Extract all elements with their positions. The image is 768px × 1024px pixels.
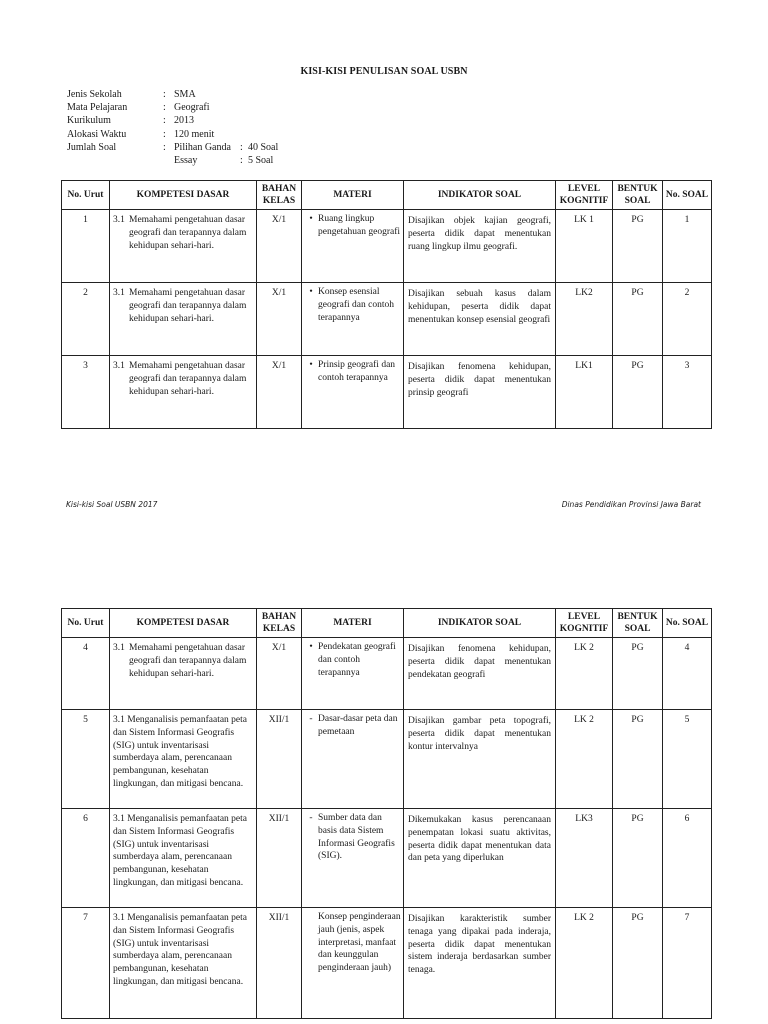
table-row xyxy=(62,809,712,908)
cell-no: 4 xyxy=(62,638,110,710)
kd-text: Menganalisis pemanfaatan peta dan Sistem Informasi Geografis (SIG) untuk inventarisasi sumberdaya alam, perencanaan pembangunan, kesehatan lingkungan, dan mitigasi bencana. xyxy=(113,715,248,789)
cell-bentuk: PG xyxy=(613,638,663,710)
header-kompetensi-dasar: KOMPETESI DASAR xyxy=(110,181,257,210)
cell-level: LK 2 xyxy=(556,710,613,809)
header-no-soal: No. SOAL xyxy=(663,181,712,210)
header-materi: MATERI xyxy=(302,181,404,210)
kd-number: 3.1 xyxy=(113,913,125,923)
cell-kompetensi-dasar xyxy=(110,710,257,809)
dash-marker: - xyxy=(309,714,313,724)
info-colon: : xyxy=(163,102,166,114)
info-colon: : xyxy=(163,141,166,153)
kd-number: 3.1 xyxy=(113,814,125,824)
header-no-soal: No. SOAL xyxy=(663,609,712,638)
essay-value: 5 Soal xyxy=(248,154,274,166)
header-indikator-soal: INDIKATOR SOAL xyxy=(404,609,556,638)
cell-materi xyxy=(302,356,404,429)
cell-kompetensi-dasar xyxy=(110,356,257,429)
info-jenis-sekolah xyxy=(67,88,278,101)
info-colon: : xyxy=(163,128,166,140)
info-value: 2013 xyxy=(174,115,194,127)
dash-marker: - xyxy=(309,813,313,823)
school-info xyxy=(67,88,278,167)
info-essay xyxy=(67,154,278,167)
cell-bentuk: PG xyxy=(613,908,663,1019)
info-label: Jenis Sekolah xyxy=(67,89,122,100)
cell-kompetensi-dasar xyxy=(110,283,257,356)
info-colon: : xyxy=(240,154,243,166)
cell-level: LK1 xyxy=(556,356,613,429)
header-materi: MATERI xyxy=(302,609,404,638)
cell-no-soal: 4 xyxy=(663,638,712,710)
cell-no: 6 xyxy=(62,809,110,908)
cell-bahan-kelas: XII/1 xyxy=(257,809,302,908)
kd-text: Memahami pengetahuan dasar geografi dan terapannya dalam kehidupan sehari-hari. xyxy=(129,288,247,324)
cell-no-soal: 5 xyxy=(663,710,712,809)
table-row xyxy=(62,283,712,356)
info-label: Alokasi Waktu xyxy=(67,128,127,140)
pg-label: Pilihan Ganda xyxy=(174,141,231,153)
cell-materi xyxy=(302,908,404,1019)
cell-bahan-kelas: XII/1 xyxy=(257,908,302,1019)
cell-bahan-kelas: X/1 xyxy=(257,638,302,710)
cell-no-soal: 6 xyxy=(663,809,712,908)
table-header xyxy=(62,609,712,638)
header-level-kognitif: LEVEL KOGNITIF xyxy=(556,609,613,638)
footer-left: Kisi-kisi Soal USBN 2017 xyxy=(66,500,158,509)
footer-right: Dinas Pendidikan Provinsi Jawa Barat xyxy=(561,500,701,509)
kd-number: 3.1 xyxy=(113,643,125,653)
materi-text: Konsep esensial geografi dan contoh terapannya xyxy=(318,287,394,323)
header-bentuk-soal: BENTUK SOAL xyxy=(613,181,663,210)
table-row xyxy=(62,638,712,710)
kd-text: Memahami pengetahuan dasar geografi dan terapannya dalam kehidupan sehari-hari. xyxy=(129,643,247,679)
cell-no-soal: 1 xyxy=(663,210,712,283)
cell-kompetensi-dasar xyxy=(110,210,257,283)
info-label: Jumlah Soal xyxy=(67,141,117,153)
kd-text: Memahami pengetahuan dasar geografi dan terapannya dalam kehidupan sehari-hari. xyxy=(129,361,247,397)
cell-indikator: Disajikan sebuah kasus dalam kehidupan, peserta didik dapat menentukan konsep esensial geografi xyxy=(404,283,556,356)
cell-no: 1 xyxy=(62,210,110,283)
cell-materi xyxy=(302,283,404,356)
cell-level: LK 2 xyxy=(556,638,613,710)
cell-level: LK3 xyxy=(556,809,613,908)
info-value: 120 menit xyxy=(174,128,215,140)
materi-text: Konsep penginderaan jauh (jenis, aspek interpretasi, manfaat dan keunggulan penginderaan jauh) xyxy=(318,912,401,974)
cell-bahan-kelas: X/1 xyxy=(257,210,302,283)
cell-no: 7 xyxy=(62,908,110,1019)
cell-bentuk: PG xyxy=(613,283,663,356)
kd-text: Menganalisis pemanfaatan peta dan Sistem Informasi Geografis (SIG) untuk inventarisasi sumberdaya alam, perencanaan pembangunan, kesehatan lingkungan, dan mitigasi bencana. xyxy=(113,913,248,987)
cell-no-soal: 3 xyxy=(663,356,712,429)
header-no-urut: No. Urut xyxy=(62,609,110,638)
cell-materi xyxy=(302,710,404,809)
cell-kompetensi-dasar xyxy=(110,638,257,710)
cell-bahan-kelas: X/1 xyxy=(257,283,302,356)
cell-bentuk: PG xyxy=(613,210,663,283)
cell-no: 5 xyxy=(62,710,110,809)
kd-text: Memahami pengetahuan dasar geografi dan terapannya dalam kehidupan sehari-hari. xyxy=(129,215,247,251)
header-level-kognitif: LEVEL KOGNITIF xyxy=(556,181,613,210)
cell-level: LK2 xyxy=(556,283,613,356)
table-header xyxy=(62,181,712,210)
materi-text: Sumber data dan basis data Sistem Informasi Geografis (SIG). xyxy=(318,813,395,862)
cell-no-soal: 7 xyxy=(663,908,712,1019)
info-colon: : xyxy=(163,115,166,127)
header-bahan-kelas: BAHAN KELAS xyxy=(257,181,302,210)
header-bahan-kelas: BAHAN KELAS xyxy=(257,609,302,638)
materi-text: Ruang lingkup pengetahuan geografi xyxy=(318,214,401,237)
cell-no: 2 xyxy=(62,283,110,356)
kd-number: 3.1 xyxy=(113,361,125,371)
bullet-marker: • xyxy=(309,360,313,370)
cell-materi xyxy=(302,638,404,710)
cell-indikator: Disajikan gambar peta topografi, peserta didik dapat menentukan kontur intervalnya xyxy=(404,710,556,809)
cell-kompetensi-dasar xyxy=(110,908,257,1019)
cell-kompetensi-dasar xyxy=(110,809,257,908)
kd-number: 3.1 xyxy=(113,715,125,725)
header-kompetensi-dasar: KOMPETESI DASAR xyxy=(110,609,257,638)
bullet-marker: • xyxy=(309,214,313,224)
header-bentuk-soal: BENTUK SOAL xyxy=(613,609,663,638)
essay-label: Essay xyxy=(174,154,198,166)
info-mata-pelajaran xyxy=(67,101,278,114)
cell-level: LK 1 xyxy=(556,210,613,283)
bullet-marker xyxy=(304,911,318,975)
kd-number: 3.1 xyxy=(113,215,125,225)
kd-number: 3.1 xyxy=(113,288,125,298)
info-label: Mata Pelajaran xyxy=(67,102,128,114)
cell-no: 3 xyxy=(62,356,110,429)
info-jumlah-soal xyxy=(67,141,278,154)
kisi-table-page-2 xyxy=(61,608,712,1019)
cell-indikator: Disajikan karakteristik sumber tenaga yang dipakai pada inderaja, peserta didik dapat menentukan sistem inderaja berdasarkan sumber tenaga. xyxy=(404,908,556,1019)
cell-level: LK 2 xyxy=(556,908,613,1019)
cell-indikator: Disajikan fenomena kehidupan, peserta didik dapat menentukan prinsip geografi xyxy=(404,356,556,429)
header-no-urut: No. Urut xyxy=(62,181,110,210)
cell-bahan-kelas: X/1 xyxy=(257,356,302,429)
table-row xyxy=(62,710,712,809)
bullet-marker: • xyxy=(309,642,313,652)
info-label: Kurikulum xyxy=(67,115,111,127)
materi-text: Prinsip geografi dan contoh terapannya xyxy=(318,360,396,383)
document-title: KISI-KISI PENULISAN SOAL USBN xyxy=(300,66,468,77)
cell-indikator: Disajikan objek kajian geografi, peserta didik dapat menentukan ruang lingkup ilmu geografi. xyxy=(404,210,556,283)
info-colon: : xyxy=(240,141,243,153)
materi-text: Pendekatan geografi dan contoh terapannya xyxy=(318,642,396,678)
info-kurikulum xyxy=(67,114,278,127)
cell-indikator: Dikemukakan kasus perencanaan penempatan lokasi suatu aktivitas, peserta didik dapat menentukan data dan peta yang diperlukan xyxy=(404,809,556,908)
cell-indikator: Disajikan fenomena kehidupan, peserta didik dapat menentukan pendekatan geografi xyxy=(404,638,556,710)
table-row xyxy=(62,908,712,1019)
table-row xyxy=(62,210,712,283)
cell-bentuk: PG xyxy=(613,356,663,429)
cell-materi xyxy=(302,809,404,908)
info-alokasi-waktu xyxy=(67,128,278,141)
info-colon: : xyxy=(163,89,166,100)
info-value: SMA xyxy=(174,89,196,100)
kisi-table-page-1 xyxy=(61,180,712,429)
header-indikator-soal: INDIKATOR SOAL xyxy=(404,181,556,210)
cell-no-soal: 2 xyxy=(663,283,712,356)
pg-value: 40 Soal xyxy=(248,141,279,153)
info-value: Geografi xyxy=(174,102,210,114)
table-row xyxy=(62,356,712,429)
materi-text: Dasar-dasar peta dan pemetaan xyxy=(318,714,398,737)
bullet-marker: • xyxy=(309,287,313,297)
cell-bentuk: PG xyxy=(613,710,663,809)
cell-bahan-kelas: XII/1 xyxy=(257,710,302,809)
kd-text: Menganalisis pemanfaatan peta dan Sistem Informasi Geografis (SIG) untuk inventarisasi sumberdaya alam, perencanaan pembangunan, kesehatan lingkungan, dan mitigasi bencana. xyxy=(113,814,248,888)
cell-bentuk: PG xyxy=(613,809,663,908)
cell-materi xyxy=(302,210,404,283)
